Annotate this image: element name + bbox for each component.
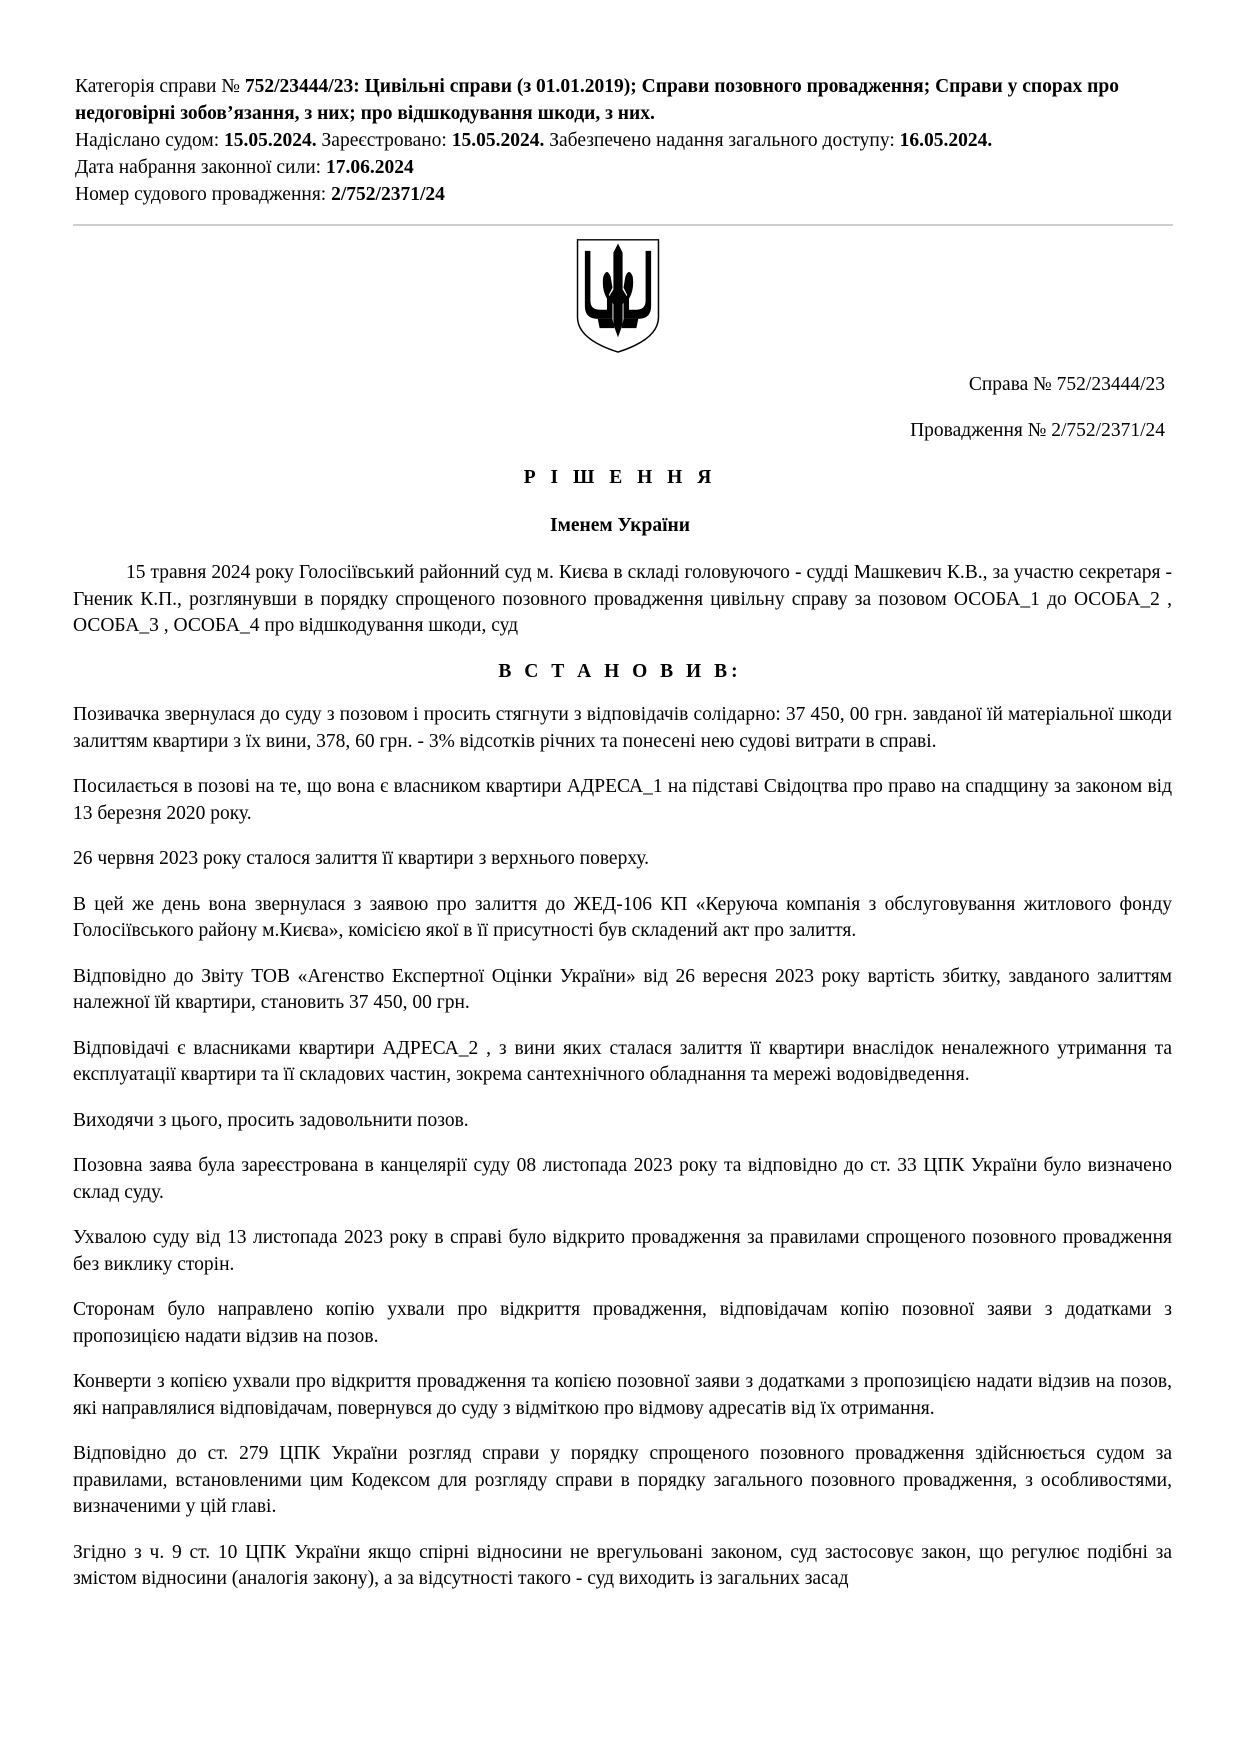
body-paragraph: Ухвалою суду від 13 листопада 2023 року в справі було відкрито провадження за правилами спрощеного позовного провадження без виклику сторін. <box>73 1227 1172 1275</box>
intro-paragraph: 15 травня 2024 року Голосіївський районний суд м. Києва в складі головуючого - судді Машкевич К.В., за участю секретаря - Гненик К.П., розглянувши в порядку спрощеного позовного провадження цивільну справу за позовом ОСОБА_1 до ОСОБА_2 , ОСОБА_3 , ОСОБА_4 про відшкодування шкоди, суд <box>73 562 1172 636</box>
body-paragraph: Згідно з ч. 9 ст. 10 ЦПК України якщо спірні відносини не врегульовані законом, суд застосовує закон, що регулює подібні за змістом відносини (аналогія закону), а за відсутності такого - суд виходить із загальних засад <box>73 1541 1172 1589</box>
body-paragraph: Відповідачі є власниками квартири АДРЕСА_2 , з вини яких сталася залиття її квартири внаслідок неналежного утримання та експлуатації квартири та її складових частин, зокрема сантехнічного обладнання та мережі водовідведення. <box>73 1037 1172 1085</box>
case-number: Справа № 752/23444/23 <box>968 374 1165 395</box>
case-category: Категорія справи № 752/23444/23: Цивільні справи (з 01.01.2019); Справи позовного провадження; Справи у спорах про недоговірні зобов’язання, з них; про відшкодування шкоди, з них. <box>75 76 1119 124</box>
established-heading: В С Т А Н О В И В: <box>498 661 742 682</box>
body-paragraph: Позивачка звернулася до суду з позовом і просить стягнути з відповідачів солідарно: 37 450, 00 грн. завданої їй матеріальної шкоди залиттям квартири з їх вини, 378, 60 грн. - 3% відсотків річних та понесені нею судові витрати в справі. <box>73 704 1172 752</box>
body-paragraph: Посилається в позові на те, що вона є власником квартири АДРЕСА_1 на підставі Свідоцтва про право на спадщину за законом від 13 березня 2020 року. <box>73 776 1172 824</box>
access-date: 16.05.2024. <box>899 130 993 151</box>
decision-subtitle: Іменем України <box>549 515 690 536</box>
proceeding-number: Провадження № 2/752/2371/24 <box>910 420 1165 441</box>
body-paragraph: Конверти з копією ухвали про відкриття провадження та копією позовної заяви з додатками з пропозицією надати відзив на позов, які направлялися відповідачам, повернувся до суду з відміткою про відмову адресатів від їх отримання. <box>73 1371 1172 1419</box>
proceeding-number-line: Номер судового провадження: 2/752/2371/24 <box>75 184 445 205</box>
body-paragraph: В цей же день вона звернулася з заявою про залиття до ЖЕД-106 КП «Керуюча компанія з обслуговування житлового фонду Голосіївського району м.Києва», комісією якої в її присутності був складений акт про залиття. <box>73 893 1172 941</box>
body-paragraph: Позовна заява була зареєстрована в канцелярії суду 08 листопада 2023 року та відповідно до ст. 33 ЦПК України було визначено склад суду. <box>73 1155 1172 1203</box>
case-category-value: 752/23444/23: Цивільні справи (з 01.01.2019); Справи позовного провадження; Справи у спорах про недоговірні зобов’язання, з них; про відшкодування шкоди, з них. <box>75 76 1119 124</box>
header-divider <box>73 224 1173 226</box>
body-paragraph: 26 червня 2023 року сталося залиття її квартири з верхнього поверху. <box>73 848 650 869</box>
decision-title: Р І Ш Е Н Н Я <box>523 467 717 488</box>
case-metadata <box>75 73 1170 208</box>
ukraine-trident-icon <box>572 236 664 354</box>
sent-date: 15.05.2024. <box>224 130 317 151</box>
decision-body <box>73 702 1172 1612</box>
body-paragraph: Відповідно до ст. 279 ЦПК України розгляд справи у порядку спрощеного позовного провадження здійснюється судом за правилами, встановленими цим Кодексом для розгляду справи в порядку загального позовного провадження, з особливостями, визначеними у цій главі. <box>73 1443 1172 1517</box>
legal-force-date: Дата набрання законної сили: 17.06.2024 <box>75 157 414 178</box>
body-paragraph: Сторонам було направлено копію ухвали про відкриття провадження, відповідачам копію позовної заяви з додатками з пропозицією надати відзив на позов. <box>73 1299 1172 1347</box>
case-dates: Надіслано судом: 15.05.2024. Зареєстровано: 15.05.2024. Забезпечено надання загального доступу: 16.05.2024. <box>75 130 993 151</box>
body-paragraph: Відповідно до Звіту ТОВ «Агенство Експертної Оцінки України» від 26 вересня 2023 року вартість збитку, завданого залиттям належної їй квартири, становить 37 450, 00 грн. <box>73 965 1172 1013</box>
registered-date: 15.05.2024. <box>451 130 545 151</box>
body-paragraph: Виходячи з цього, просить задовольнити позов. <box>73 1109 469 1131</box>
